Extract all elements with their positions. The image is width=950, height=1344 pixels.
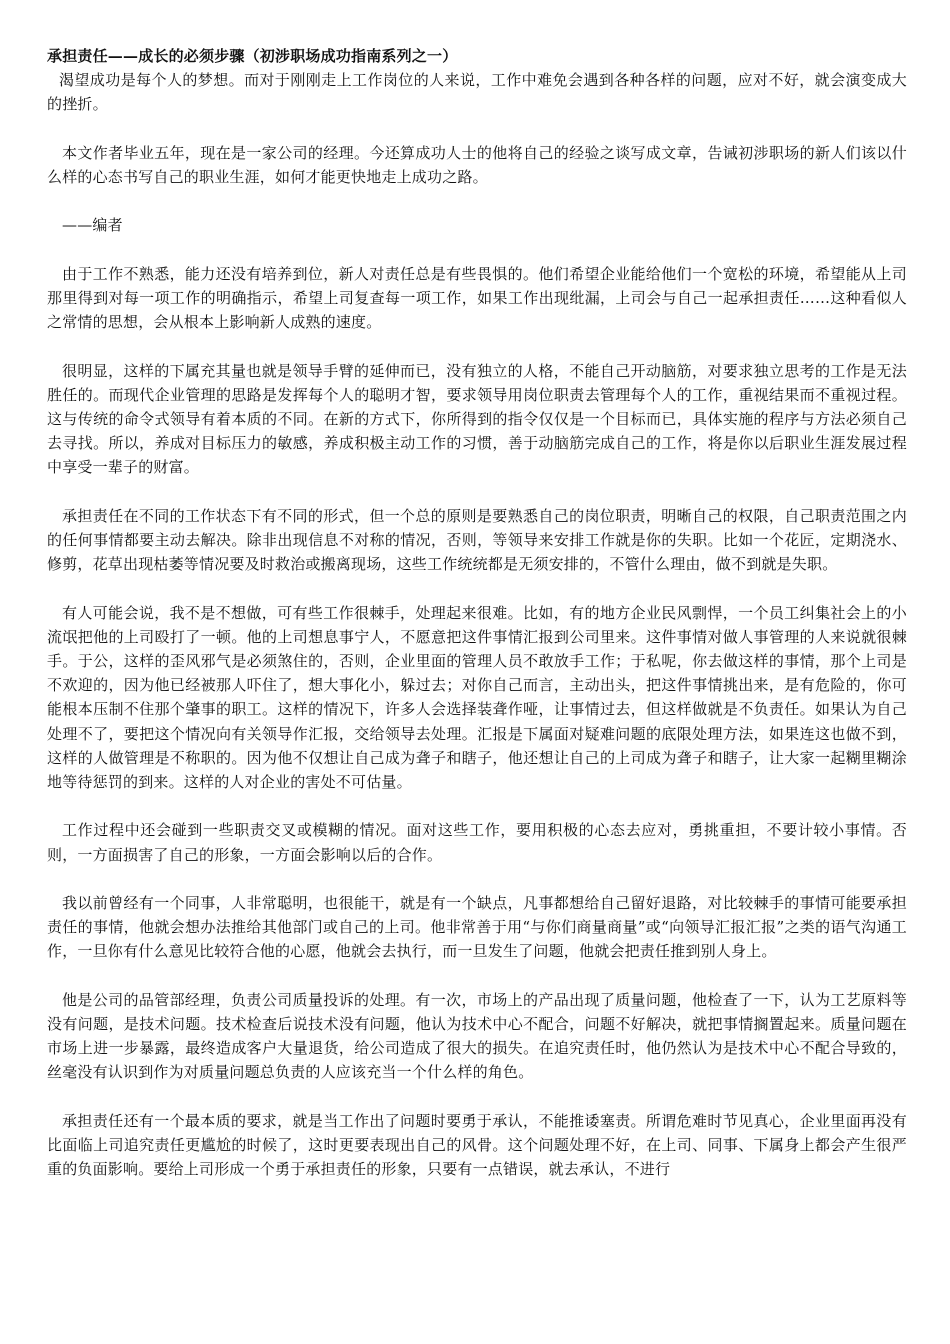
paragraph: 有人可能会说，我不是不想做，可有些工作很棘手，处理起来很难。比如，有的地方企业民风剽悍，一个员工纠集社会上的小流氓把他的上司殴打了一顿。他的上司想息事宁人，不愿意把这件事情汇报到公司里来。这件事情对做人事管理的人来说就很棘手。于公，这样的歪风邪气是必须煞住的，否则，企业里面的管理人员不敢放手工作；于私呢，你去做这样的事情，那个上司是不欢迎的，因为他已经被那人吓住了，想大事化小，躲过去；对你自己而言，主动出头，把这件事情挑出来，是有危险的，你可能根本压制不住那个肇事的职工。这样的情况下，许多人会选择装聋作哑，让事情过去，但这样做就是不负责任。如果认为自己处理不了，要把这个情况向有关领导作汇报，交给领导去处理。汇报是下属面对疑难问题的底限处理方法，如果连这也做不到，这样的人做管理是不称职的。因为他不仅想让自己成为聋子和瞎子，他还想让自己的上司成为聋子和瞎子，让大家一起糊里糊涂地等待惩罚的到来。这样的人对企业的害处不可估量。 xyxy=(47,603,907,791)
editor-signature: ——编者 xyxy=(62,216,123,235)
paragraph: 我以前曾经有一个同事，人非常聪明，也很能干，就是有一个缺点，凡事都想给自己留好退路，对比较棘手的事情可能要承担责任的事情，他就会想办法推给其他部门或自己的上司。他非常善于用“与你们商量商量”或“向领导汇报汇报”之类的语气沟通工作，一旦你有什么意见比较符合他的心愿，他就会去执行，而一旦发生了问题，他就会把责任推到别人身上。 xyxy=(47,893,907,961)
paragraph: 很明显，这样的下属充其量也就是领导手臂的延伸而已，没有独立的人格，不能自己开动脑筋，对要求独立思考的工作是无法胜任的。而现代企业管理的思路是发挥每个人的聪明才智，要求领导用岗位职责去管理每个人的工作，重视结果而不重视过程。这与传统的命令式领导有着本质的不同。在新的方式下，你所得到的指令仅仅是一个目标而已，具体实施的程序与方法必须自己去寻找。所以，养成对目标压力的敏感，养成积极主动工作的习惯，善于动脑筋完成自己的工作，将是你以后职业生涯发展过程中享受一辈子的财富。 xyxy=(47,361,907,477)
paragraph: 由于工作不熟悉，能力还没有培养到位，新人对责任总是有些畏惧的。他们希望企业能给他们一个宽松的环境，希望能从上司那里得到对每一项工作的明确指示，希望上司复查每一项工作，如果工作出现纰漏，上司会与自己一起承担责任……这种看似人之常情的思想，会从根本上影响新人成熟的速度。 xyxy=(47,264,907,332)
paragraph-editor-note: 本文作者毕业五年，现在是一家公司的经理。今还算成功人士的他将自己的经验之谈写成文章，告诫初涉职场的新人们该以什么样的心态书写自己的职业生涯，如何才能更快地走上成功之路。 xyxy=(47,143,907,186)
paragraph: 他是公司的品管部经理，负责公司质量投诉的处理。有一次，市场上的产品出现了质量问题，他检查了一下，认为工艺原料等没有问题，是技术问题。技术检查后说技术没有问题，他认为技术中心不配合，问题不好解决，就把事情搁置起来。质量问题在市场上进一步暴露，最终造成客户大量退货，给公司造成了很大的损失。在追究责任时，他仍然认为是技术中心不配合导致的，丝毫没有认识到作为对质量问题总负责的人应该充当一个什么样的角色。 xyxy=(47,990,907,1082)
paragraph: 承担责任在不同的工作状态下有不同的形式，但一个总的原则是要熟悉自己的岗位职责，明晰自己的权限，自己职责范围之内的任何事情都要主动去解决。除非出现信息不对称的情况，否则，等领导来安排工作就是你的失职。比如一个花匠，定期浇水、修剪，花草出现枯萎等情况要及时救治或搬离现场，这些工作统统都是无须安排的，不管什么理由，做不到就是失职。 xyxy=(47,506,907,574)
document-title: 承担责任——成长的必须步骤（初涉职场成功指南系列之一） xyxy=(47,47,458,65)
paragraph-intro: 渴望成功是每个人的梦想。而对于刚刚走上工作岗位的人来说，工作中难免会遇到各种各样的问题，应对不好，就会演变成大的挫折。 xyxy=(47,71,907,114)
document-page xyxy=(47,44,907,1181)
paragraph: 工作过程中还会碰到一些职责交叉或模糊的情况。面对这些工作，要用积极的心态去应对，勇挑重担，不要计较小事情。否则，一方面损害了自己的形象，一方面会影响以后的合作。 xyxy=(47,821,907,864)
paragraph: 承担责任还有一个最本质的要求，就是当工作出了问题时要勇于承认，不能推诿塞责。所谓危难时节见真心，企业里面再没有比面临上司追究责任更尴尬的时候了，这时更要表现出自己的风骨。这个问题处理不好，在上司、同事、下属身上都会产生很严重的负面影响。要给上司形成一个勇于承担责任的形象，只要有一点错误，就去承认，不进行 xyxy=(47,1111,907,1179)
